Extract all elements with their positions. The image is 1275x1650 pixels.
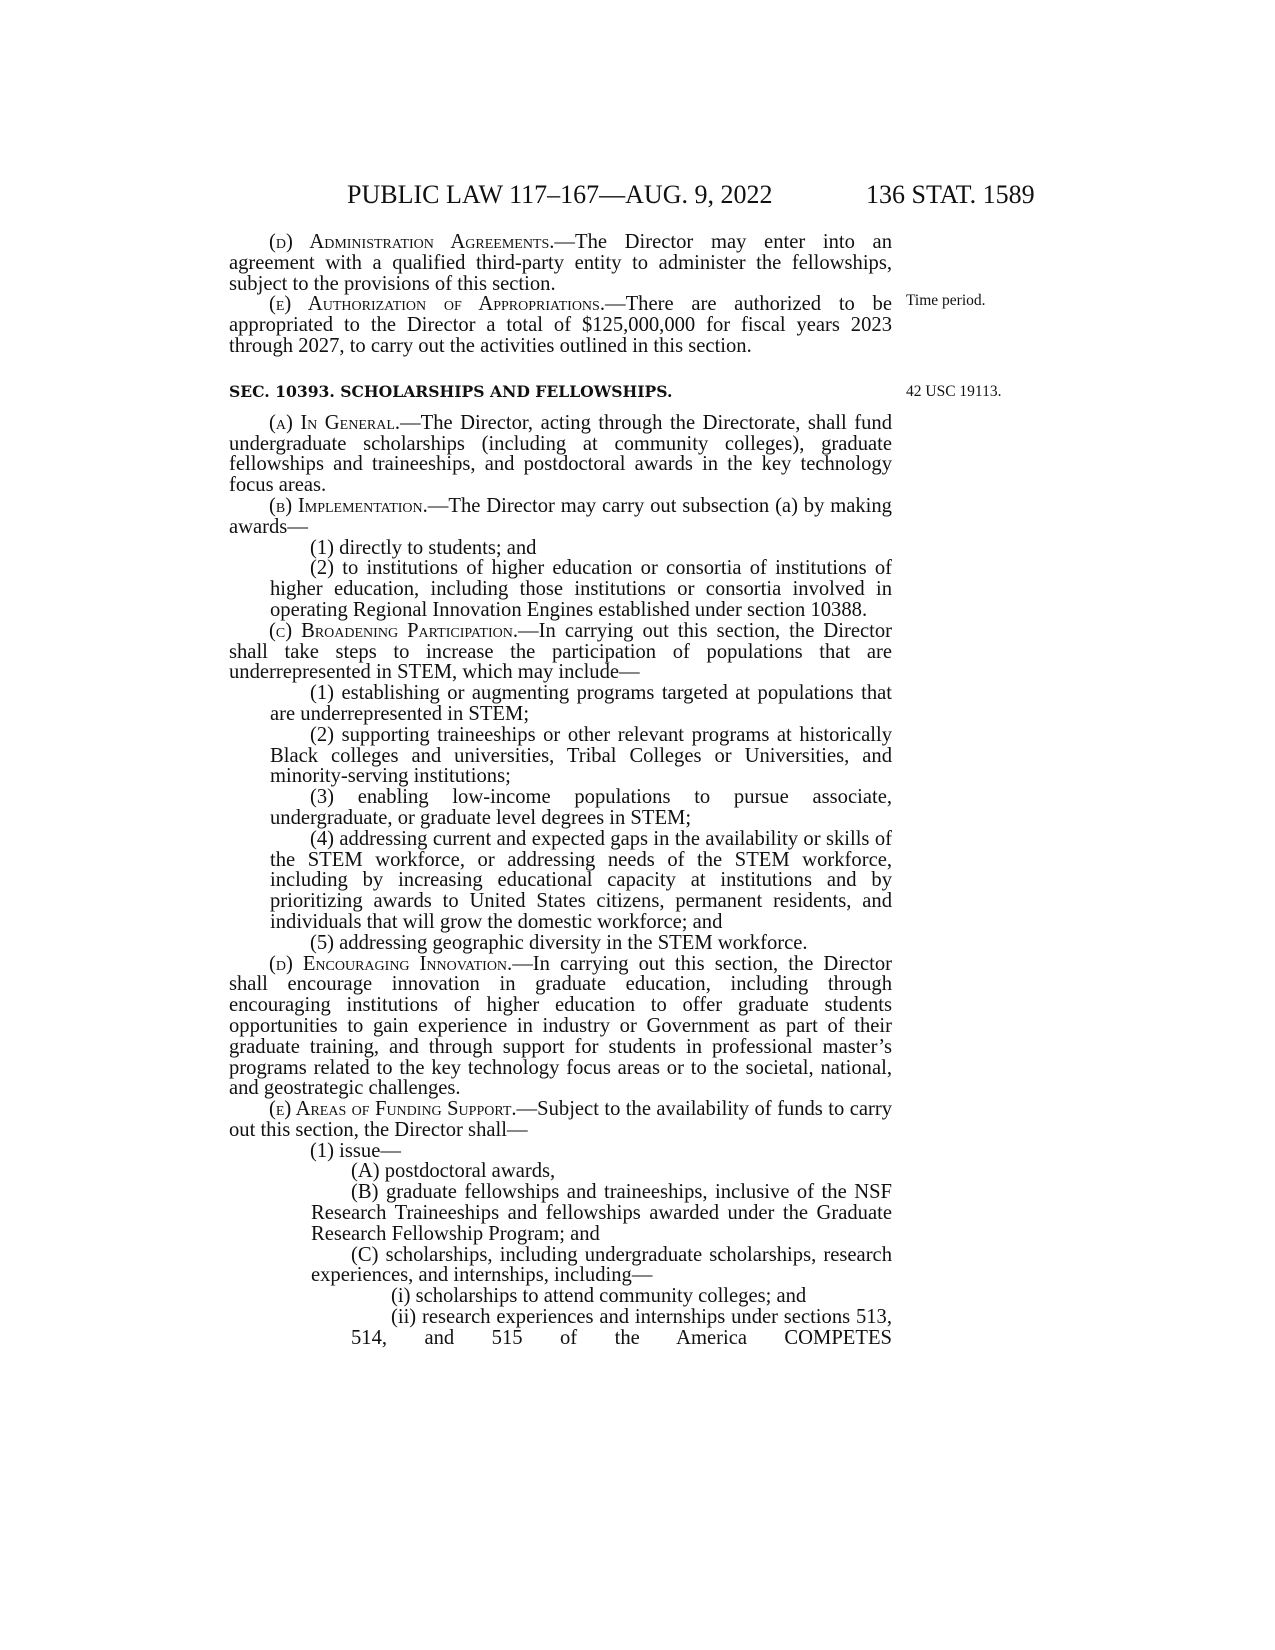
paragraph-e-authorization [229,294,892,356]
running-header-law: PUBLIC LAW 117–167—AUG. 9, 2022 [347,180,773,209]
margin-note-time-period: Time period. [906,292,986,309]
paragraph-d-encouraging [229,954,892,1100]
paragraph-e1c-ii: (ii) research experiences and internships under sections 513, 514, and 515 of the America COMPETES [351,1306,892,1349]
paragraph-label: (d) Administration Agreements. [269,231,555,253]
paragraph-e-funding [229,1099,892,1141]
paragraph-text: —The Director may enter into an agreement with a qualified third-party entity to administer the fellowships, subject to the provisions of this section. [229,231,892,295]
paragraph-d-administration [229,232,892,294]
paragraph-b-implementation [229,496,892,538]
paragraph-c3: (3) enabling low-income populations to pursue associate, undergraduate, or graduate level degrees in STEM; [270,786,892,829]
paragraph-text: —In carrying out this section, the Director shall encourage innovation in graduate education, including through encouraging institutions of higher education to offer graduate students opportunities to gain experience in industry or Government as part of their graduate training, and through support for students in professional master’s programs related to the key technology focus areas or to the societal, national, and geostrategic challenges. [229,952,892,1100]
paragraph-b2: (2) to institutions of higher education or consortia of institutions of higher education, including those institutions or consortia involved in operating Regional Innovation Engines established under section 10388. [270,557,892,621]
section-10393 [229,382,892,1349]
paragraph-label: (b) Implementation. [269,494,428,517]
paragraph-text: —The Director may carry out subsection (a) by making awards— [229,494,892,538]
paragraph-e1b: (B) graduate fellowships and traineeships, inclusive of the NSF Research Traineeships and fellowships awarded under the Graduate Research Fellowship Program; and [311,1181,892,1245]
margin-note-usc: 42 USC 19113. [906,383,1002,400]
paragraph-c1: (1) establishing or augmenting programs targeted at populations that are underrepresented in STEM; [270,682,892,725]
paragraph-e1: (1) issue— [310,1139,401,1162]
paragraph-text: —Subject to the availability of funds to carry out this section, the Director shall— [229,1098,893,1141]
paragraph-label: (d) Encouraging Innovation. [269,952,513,975]
paragraph-e1c: (C) scholarships, including undergraduate scholarships, research experiences, and internships, including— [311,1243,892,1287]
paragraph-label: (e) Authorization of Appropriations. [269,293,605,316]
paragraph-text: —There are authorized to be appropriated to the Director a total of $125,000,000 for fiscal years 2023 through 2027, to carry out the activities outlined in this section. [229,293,892,357]
section-continuation [229,232,892,357]
paragraph-c2: (2) supporting traineeships or other relevant programs at historically Black colleges and universities, Tribal Colleges or Universities, and minority-serving institutions; [270,723,892,788]
paragraph-c4: (4) addressing current and expected gaps in the availability or skills of the STEM workforce, or addressing needs of the STEM workforce, including by increasing educational capacity at institutions and by prioritizing awards to United States citizens, permanent residents, and individuals that will grow the domestic workforce; and [270,827,892,933]
paragraph-text: —In carrying out this section, the Director shall take steps to increase the participation of populations that are underrepresented in STEM, which may include— [229,619,892,684]
running-header-page: 136 STAT. 1589 [866,180,1035,209]
paragraph-a-general [229,413,892,496]
paragraph-e1a: (A) postdoctoral awards, [351,1160,556,1183]
paragraph-c5: (5) addressing geographic diversity in the STEM workforce. [310,931,808,954]
paragraph-c-broadening [229,621,892,683]
paragraph-e1c-i: (i) scholarships to attend community colleges; and [391,1285,807,1308]
paragraph-label: (e) Areas of Funding Support. [269,1098,517,1121]
section-heading: SEC. 10393. SCHOLARSHIPS AND FELLOWSHIPS. [229,382,673,401]
paragraph-label: (a) In General. [269,411,401,434]
paragraph-text: —The Director, acting through the Directorate, shall fund undergraduate scholarships (including at community colleges), graduate fellowships and traineeships, and postdoctoral awards in the key technology focus areas. [229,411,893,497]
paragraph-label: (c) Broadening Participation. [269,619,519,642]
paragraph-b1: (1) directly to students; and [310,536,537,559]
